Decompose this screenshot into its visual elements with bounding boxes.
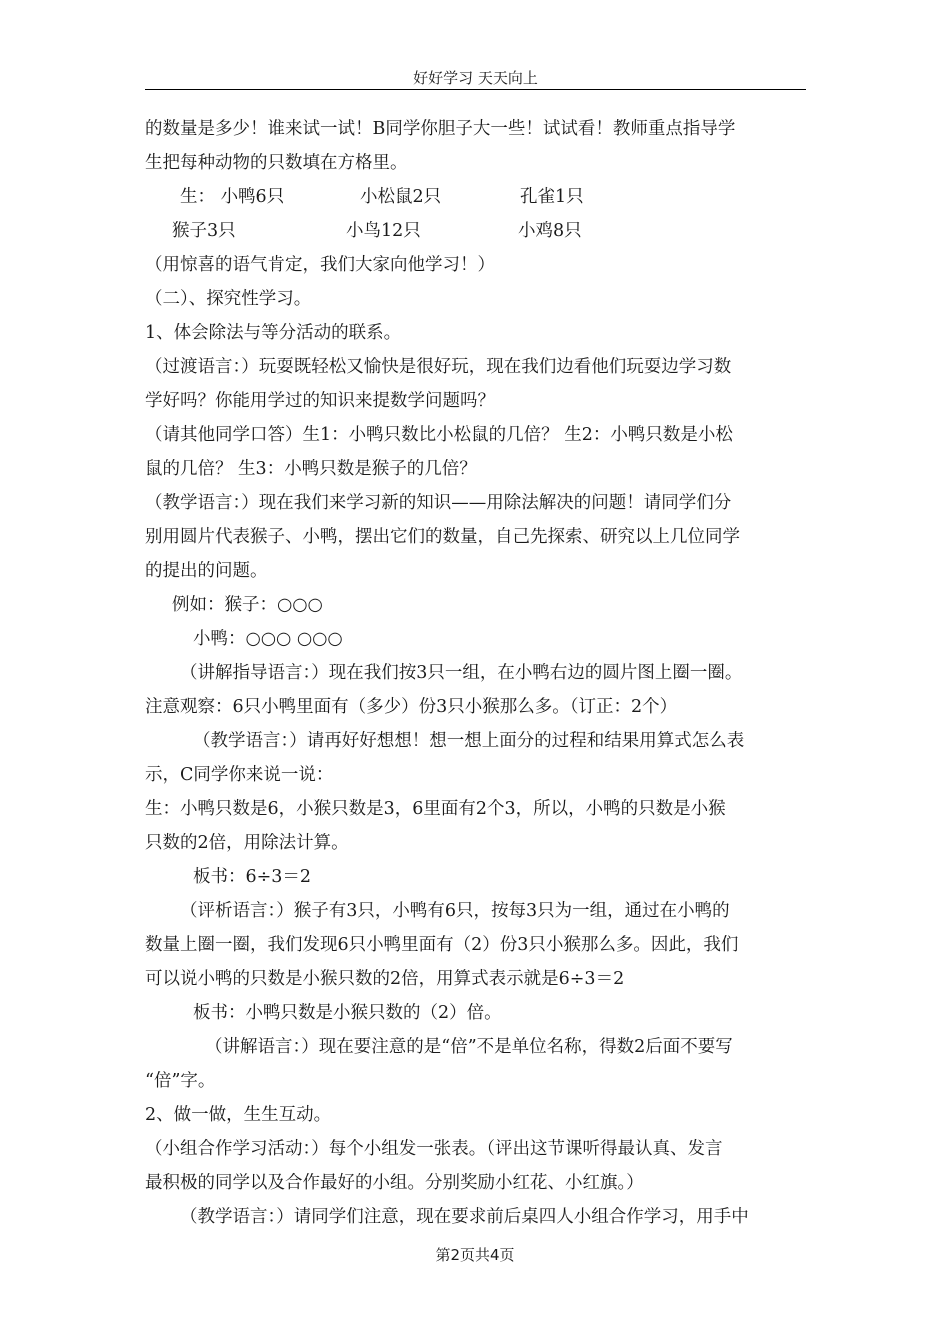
page-footer: 第2页共4页 — [435, 1246, 515, 1264]
animal-count-row-2 — [145, 214, 809, 248]
section-heading: （二）、探究性学习。 — [145, 289, 312, 309]
animal-count: 小鸡8只 — [518, 221, 582, 241]
animal-count: 生： 小鸭6只 — [180, 187, 285, 207]
animal-count: 小鸟12只 — [346, 221, 421, 241]
animal-count-row-1 — [145, 180, 809, 214]
text-line: （过渡语言：）玩耍既轻松又愉快是很好玩，现在我们边看他们玩耍边学习数 — [145, 357, 732, 377]
board-writing: 板书：小鸭只数是小猴只数的（2）倍。 — [193, 1003, 502, 1023]
text-line: （教学语言：）请再好好想想！想一想上面分的过程和结果用算式怎么表 — [193, 731, 745, 751]
text-line: 示，C同学你来说一说： — [145, 765, 334, 785]
text-line: 注意观察：6只小鸭里面有（多少）份3只小猴那么多。（订正：2个） — [145, 697, 678, 717]
text-line: 的数量是多少！谁来试一试！B同学你胆子大一些！试试看！教师重点指导学 — [145, 119, 736, 139]
text-line: 数量上圈一圈，我们发现6只小鸭里面有（2）份3只小猴那么多。因此，我们 — [145, 935, 739, 955]
page-header: 好好学习 天天向上 — [145, 68, 806, 90]
text-line: 别用圆片代表猴子、小鸭，摆出它们的数量，自己先探索、研究以上几位同学 — [145, 527, 740, 547]
text-line: 可以说小鸭的只数是小猴只数的2倍，用算式表示就是6÷3＝2 — [145, 969, 625, 989]
text-line: （请其他同学口答）生1：小鸭只数比小松鼠的几倍？ 生2：小鸭只数是小松 — [145, 425, 733, 445]
example-line: 小鸭：○○○ ○○○ — [193, 629, 343, 649]
text-line: （教学语言：）请同学们注意，现在要求前后桌四人小组合作学习，用手中 — [180, 1207, 749, 1227]
text-line: （评析语言：）猴子有3只，小鸭有6只，按每3只为一组，通过在小鸭的 — [180, 901, 730, 921]
animal-count: 孔雀1只 — [520, 187, 584, 207]
text-line: “倍”字。 — [145, 1071, 216, 1091]
subsection-heading: 1、体会除法与等分活动的联系。 — [145, 323, 402, 343]
text-line: （讲解语言：）现在要注意的是“倍”不是单位名称，得数2后面不要写 — [205, 1037, 733, 1057]
text-line: 学好吗？你能用学过的知识来提数学问题吗？ — [145, 391, 495, 411]
text-line: 最积极的同学以及合作最好的小组。分别奖励小红花、小红旗。） — [145, 1173, 644, 1193]
text-line: 生：小鸭只数是6，小猴只数是3，6里面有2个3，所以，小鸭的只数是小猴 — [145, 799, 726, 819]
text-line: 的提出的问题。 — [145, 561, 268, 581]
text-line: （用惊喜的语气肯定，我们大家向他学习！） — [145, 255, 495, 275]
document-body — [145, 112, 809, 1234]
animal-count: 小松鼠2只 — [360, 187, 442, 207]
text-line: （小组合作学习活动：）每个小组发一张表。（评出这节课听得最认真、发言 — [145, 1139, 723, 1159]
example-line: 例如：猴子：○○○ — [172, 595, 323, 615]
board-writing: 板书：6÷3＝2 — [193, 867, 312, 887]
text-line: 只数的2倍，用除法计算。 — [145, 833, 349, 853]
text-line: 生把每种动物的只数填在方格里。 — [145, 153, 408, 173]
subsection-heading: 2、做一做，生生互动。 — [145, 1105, 332, 1125]
animal-count: 猴子3只 — [172, 221, 236, 241]
text-line: 鼠的几倍？ 生3：小鸭只数是猴子的几倍？ — [145, 459, 477, 479]
text-line: （教学语言：）现在我们来学习新的知识——用除法解决的问题！请同学们分 — [145, 493, 732, 513]
text-line: （讲解指导语言：）现在我们按3只一组，在小鸭右边的圆片图上圈一圈。 — [180, 663, 743, 683]
